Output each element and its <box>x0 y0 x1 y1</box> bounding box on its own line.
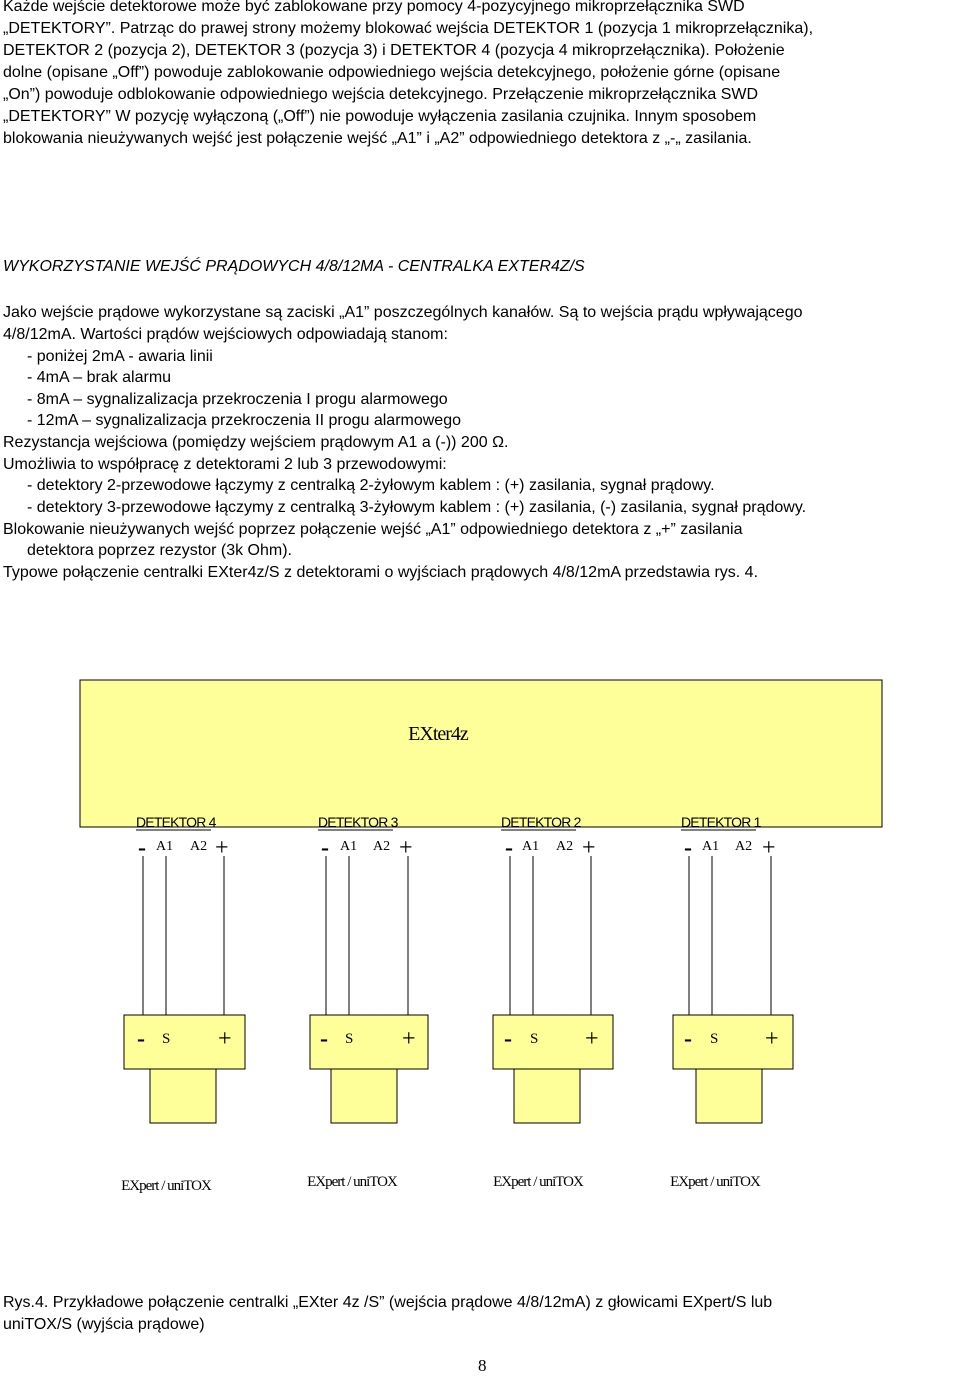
terminal-plus: + <box>762 835 776 861</box>
state-item: - poniżej 2mA - awaria linii <box>27 348 213 365</box>
channel-title: DETEKTOR 3 <box>318 814 398 830</box>
sensor-terminal-s: S <box>710 1031 719 1047</box>
sensor-terminal-plus: + <box>218 1026 232 1052</box>
terminal-a2: A2 <box>190 839 208 854</box>
sensor-terminal-s: S <box>530 1031 539 1047</box>
sensor-terminal-s: S <box>345 1031 354 1047</box>
section-heading: WYKORZYSTANIE WEJŚĆ PRĄDOWYCH 4/8/12MA - CENTRALKA EXTER4Z/S <box>3 258 585 275</box>
terminal-plus: + <box>582 835 596 861</box>
intro-line: „On”) powoduje odblokowanie odpowiedniego wejścia detekcyjnego. Przełączenie mikroprzełącznika SWD <box>3 86 759 103</box>
terminal-minus: - <box>138 835 146 861</box>
intro-line: „DETEKTORY”. Patrząc do prawej strony możemy blokować wejścia DETEKTOR 1 (pozycja 1 mikroprzełącznika), <box>3 20 814 37</box>
terminal-a1: A1 <box>340 839 358 854</box>
sensor-head <box>121 1015 245 1194</box>
sensor-terminal-s: S <box>162 1031 171 1047</box>
wires <box>143 856 771 1015</box>
sensor-body <box>514 1069 580 1123</box>
channel-title: DETEKTOR 1 <box>681 814 761 830</box>
channel-title: DETEKTOR 2 <box>501 814 581 830</box>
sensor-terminal-plus: + <box>765 1026 779 1052</box>
sensor-model-label: EXpert / uniTOX <box>121 1178 211 1194</box>
figure-caption-continued: uniTOX/S (wyjścia prądowe) <box>3 1316 205 1333</box>
sensor-model-label: EXpert / uniTOX <box>670 1174 760 1190</box>
section-line: 4/8/12mA. Wartości prądów wejściowych odpowiadają stanom: <box>3 326 448 343</box>
intro-line: DETEKTOR 2 (pozycja 2), DETEKTOR 3 (pozycja 3) i DETEKTOR 4 (pozycja 4 mikroprzełącznika). Położenie <box>3 42 785 59</box>
terminal-plus: + <box>399 835 413 861</box>
terminal-a1: A1 <box>156 839 174 854</box>
sensor-body <box>696 1069 762 1123</box>
terminal-minus: - <box>505 835 513 861</box>
sensor-head <box>307 1015 428 1190</box>
sensor-terminal-plus: + <box>402 1026 416 1052</box>
sensor-terminal-minus: - <box>504 1026 512 1052</box>
sensor-terminal-minus: - <box>684 1026 692 1052</box>
channel-detektor-4 <box>136 814 229 861</box>
terminal-minus: - <box>321 835 329 861</box>
sensor-terminal-minus: - <box>320 1026 328 1052</box>
terminal-plus: + <box>215 835 229 861</box>
sensor-model-label: EXpert / uniTOX <box>307 1174 397 1190</box>
section-line: Blokowanie nieużywanych wejść poprzez połączenie wejść „A1” odpowiedniego detektora z „+” zasilania <box>3 521 743 538</box>
sensor-head <box>493 1015 613 1190</box>
sensor-body <box>150 1069 216 1123</box>
exter4z-central-panel <box>80 680 882 827</box>
section-line: Umożliwia to współpracę z detektorami 2 lub 3 przewodowymi: <box>3 456 447 473</box>
central-unit-label: EXter4z <box>408 723 468 745</box>
intro-line: dolne (opisane „Off”) powoduje zablokowanie odpowiedniego wejścia detekcyjnego, położenie górne (opisane <box>3 64 781 81</box>
detector-type-item: - detektory 3-przewodowe łączymy z centralką 3-żyłowym kablem : (+) zasilania, (-) zasilania, sygnał prądowy. <box>27 499 807 516</box>
sensor-terminal-plus: + <box>585 1026 599 1052</box>
intro-line: Każde wejście detektorowe może być zablokowane przy pomocy 4-pozycyjnego mikroprzełącznika SWD <box>3 0 745 15</box>
sensor-model-label: EXpert / uniTOX <box>493 1174 583 1190</box>
state-item: - 12mA – sygnalizalizacja przekroczenia II progu alarmowego <box>27 412 461 429</box>
terminal-a1: A1 <box>702 839 720 854</box>
channel-title: DETEKTOR 4 <box>136 814 216 830</box>
terminal-a1: A1 <box>522 839 540 854</box>
intro-line: „DETEKTORY” W pozycję wyłączoną („Off”) nie powoduje wyłączenia zasilania czujnika. Innym sposobem <box>3 108 757 125</box>
figure-caption: Rys.4. Przykładowe połączenie centralki „EXter 4z /S” (wejścia prądowe 4/8/12mA) z głowicami EXpert/S lub <box>3 1294 773 1311</box>
section-line: detektora poprzez rezystor (3k Ohm). <box>27 542 292 559</box>
section-line: Typowe połączenie centralki EXter4z/S z detektorami o wyjściach prądowych 4/8/12mA przedstawia rys. 4. <box>3 564 759 581</box>
state-item: - 4mA – brak alarmu <box>27 369 172 386</box>
section-line: Rezystancja wejściowa (pomiędzy wejściem prądowym A1 a (-)) 200 Ω. <box>3 434 509 451</box>
section-line: Jako wejście prądowe wykorzystane są zaciski „A1” poszczególnych kanałów. Są to wejścia prądu wpływającego <box>3 304 803 321</box>
intro-line: blokowania nieużywanych wejść jest połączenie wejść „A1” i „A2” odpowiedniego detektora z „-„ zasilania. <box>3 130 752 147</box>
sensor-body <box>331 1069 397 1123</box>
state-item: - 8mA – sygnalizalizacja przekroczenia I progu alarmowego <box>27 391 448 408</box>
terminal-a2: A2 <box>373 839 391 854</box>
detector-type-item: - detektory 2-przewodowe łączymy z centralką 2-żyłowym kablem : (+) zasilania, sygnał prądowy. <box>27 477 715 494</box>
terminal-a2: A2 <box>556 839 574 854</box>
terminal-a2: A2 <box>735 839 753 854</box>
wiring-diagram <box>0 670 960 1230</box>
sensor-terminal-minus: - <box>137 1026 145 1052</box>
terminal-minus: - <box>684 835 692 861</box>
sensor-head <box>670 1015 793 1190</box>
page-number: 8 <box>478 1356 487 1375</box>
